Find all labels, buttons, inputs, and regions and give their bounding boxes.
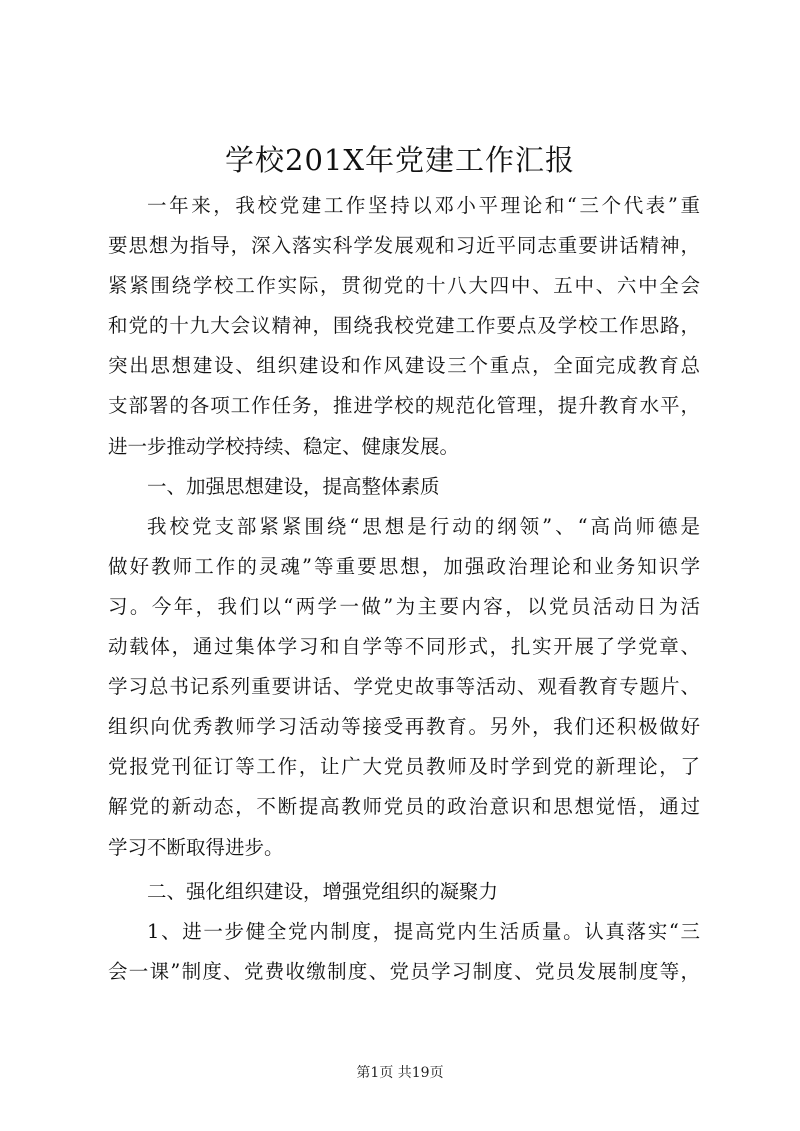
paragraph-line: 1、进一步健全党内制度，提高党内生活质量。认真落实“三 bbox=[147, 919, 700, 943]
section-heading: 一、加强思想建设，提高整体素质 bbox=[147, 474, 440, 498]
paragraph-line: 学习不断取得进步。 bbox=[108, 835, 284, 859]
paragraph-line: 组织向优秀教师学习活动等接受再教育。另外，我们还积极做好 bbox=[108, 715, 700, 739]
section-heading: 二、强化组织建设，增强党组织的凝聚力 bbox=[147, 879, 499, 903]
paragraph-line: 我校党支部紧紧围绕“思想是行动的纲领”、“高尚师德是 bbox=[147, 514, 700, 538]
paragraph-line: 解党的新动态，不断提高教师党员的政治意识和思想觉悟，通过 bbox=[108, 795, 700, 819]
paragraph-line: 一年来，我校党建工作坚持以邓小平理论和“三个代表”重 bbox=[147, 194, 700, 217]
paragraph-line: 支部署的各项工作任务，推进学校的规范化管理，提升教育水平， bbox=[108, 394, 700, 418]
paragraph-line: 紧紧围绕学校工作实际，贯彻党的十八大四中、五中、六中全会 bbox=[108, 274, 700, 298]
paragraph-line: 习。今年，我们以“两学一做”为主要内容，以党员活动日为活 bbox=[108, 594, 700, 618]
paragraph-line: 和党的十九大会议精神，围绕我校党建工作要点及学校工作思路， bbox=[108, 314, 700, 338]
paragraph-line: 要思想为指导，深入落实科学发展观和习近平同志重要讲话精神， bbox=[108, 234, 700, 258]
paragraph-line: 会一课”制度、党费收缴制度、党员学习制度、党员发展制度等， bbox=[108, 959, 700, 983]
page-number-footer: 第1页 共19页 bbox=[356, 1065, 444, 1081]
document-title: 学校201X年党建工作汇报 bbox=[225, 143, 575, 177]
paragraph-line: 进一步推动学校持续、稳定、健康发展。 bbox=[108, 434, 460, 458]
paragraph-line: 党报党刊征订等工作，让广大党员教师及时学到党的新理论，了 bbox=[108, 755, 700, 779]
document-body bbox=[108, 186, 700, 992]
paragraph-line: 学习总书记系列重要讲话、学党史故事等活动、观看教育专题片、 bbox=[108, 675, 700, 699]
paragraph-line: 做好教师工作的灵魂”等重要思想，加强政治理论和业务知识学 bbox=[108, 554, 700, 578]
paragraph-line: 动载体，通过集体学习和自学等不同形式，扎实开展了学党章、 bbox=[108, 635, 700, 659]
paragraph-line: 突出思想建设、组织建设和作风建设三个重点，全面完成教育总 bbox=[108, 354, 700, 378]
